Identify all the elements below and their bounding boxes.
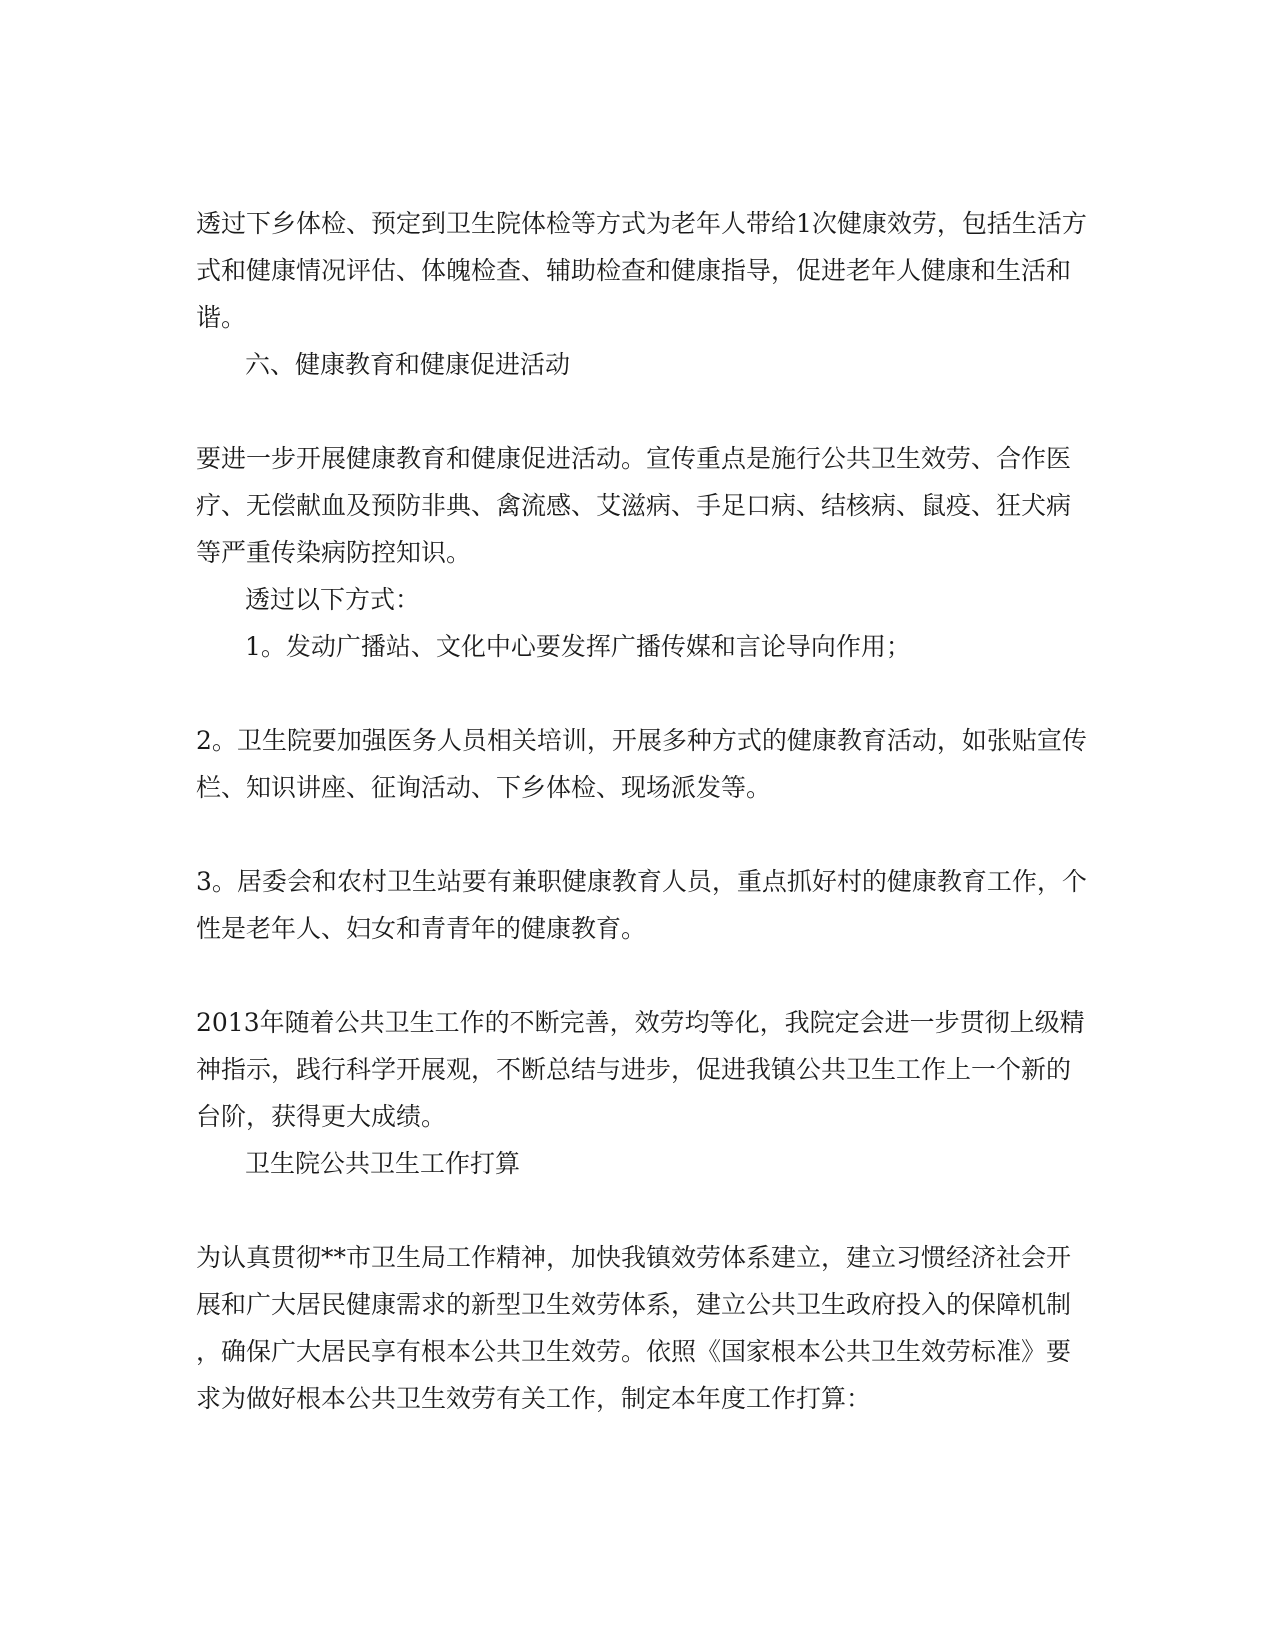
paragraph-line: 疗、无偿献血及预防非典、禽流感、艾滋病、手足口病、结核病、鼠疫、狂犬病 [196,491,1072,520]
methods-intro: 透过以下方式： [245,585,421,614]
section-heading: 六、健康教育和健康促进活动 [245,350,571,379]
method-item: 性是老年人、妇女和青青年的健康教育。 [196,914,647,943]
paragraph-line: 等严重传染病防控知识。 [196,538,472,567]
paragraph-line: 要进一步开展健康教育和健康促进活动。宣传重点是施行公共卫生效劳、合作医 [196,444,1072,473]
method-item: 2。卫生院要加强医务人员相关培训，开展多种方式的健康教育活动，如张贴宣传 [196,726,1087,755]
paragraph-line: 为认真贯彻**市卫生局工作精神，加快我镇效劳体系建立，建立习惯经济社会开 [196,1243,1072,1272]
paragraph-line: 式和健康情况评估、体魄检查、辅助检查和健康指导，促进老年人健康和生活和 [196,256,1072,285]
method-item: 1。发动广播站、文化中心要发挥广播传媒和言论导向作用； [245,632,911,661]
paragraph-line: 神指示，践行科学开展观，不断总结与进步，促进我镇公共卫生工作上一个新的 [196,1055,1072,1084]
paragraph-line: ，确保广大居民享有根本公共卫生效劳。依照《国家根本公共卫生效劳标准》要 [196,1337,1072,1366]
paragraph-line: 谐。 [196,303,247,332]
paragraph-line: 台阶，获得更大成绩。 [196,1102,447,1131]
paragraph-line: 展和广大居民健康需求的新型卫生效劳体系，建立公共卫生政府投入的保障机制 [196,1290,1072,1319]
paragraph-line: 透过下乡体检、预定到卫生院体检等方式为老年人带给1次健康效劳，包括生活方 [196,209,1087,238]
method-item: 栏、知识讲座、征询活动、下乡体检、现场派发等。 [196,773,772,802]
method-item: 3。居委会和农村卫生站要有兼职健康教育人员，重点抓好村的健康教育工作，个 [196,867,1087,896]
paragraph-line: 求为做好根本公共卫生效劳有关工作，制定本年度工作打算： [196,1384,872,1413]
paragraph-line: 2013年随着公共卫生工作的不断完善，效劳均等化，我院定会进一步贯彻上级精 [196,1008,1085,1037]
section-title: 卫生院公共卫生工作打算 [245,1149,521,1178]
